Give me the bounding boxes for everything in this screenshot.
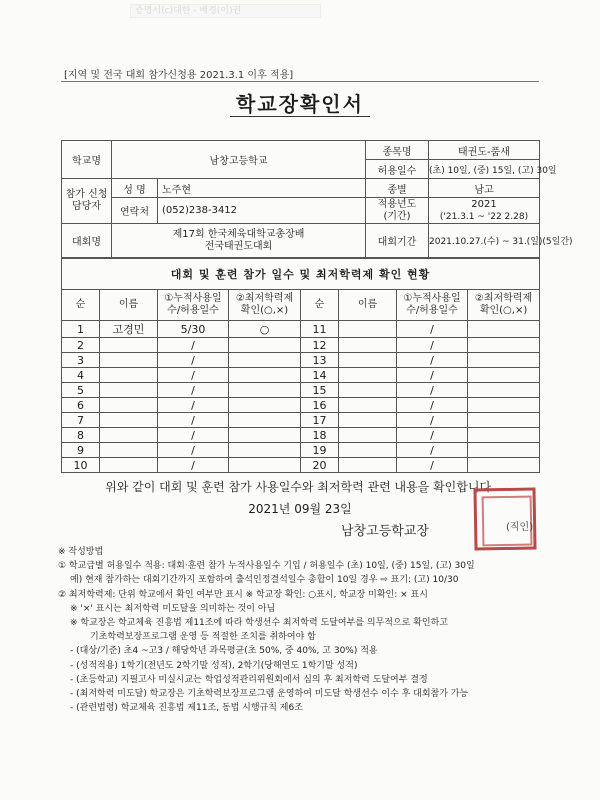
row-days2: / [397,321,468,338]
note-line: ※ 작성방법 [58,547,104,557]
table-row [62,383,540,398]
col-min-right-2: 확인(○,×) [479,305,528,316]
note-line: - (관련법령) 학교체육 진흥법 제11조, 동법 시행규칙 제6조 [70,703,303,714]
note-line: 예) 현재 참가하는 대회기간까지 포함하여 출석인정결석일수 총합이 10일 경우 ⇨ 표기: (고) 10/30 [70,575,459,586]
row-name2 [339,338,397,353]
seal-note: (직인) [506,522,534,533]
row-no2: 19 [301,443,339,458]
title-text: 학교장확인서 [230,92,370,117]
event-label: 종목명 [366,141,429,160]
note-line: - (성적적용) 1학기(전년도 2학기말 성적), 2학기(당해연도 1학기말 성적) [70,660,358,671]
row-no: 7 [62,413,100,428]
row-days2: / [397,353,468,368]
row-no: 2 [62,338,100,353]
row-no2: 20 [301,458,339,473]
event-value: 태권도-품새 [429,141,540,160]
row-min [229,383,301,398]
row-days2: / [397,398,468,413]
row-name2 [339,398,397,413]
row-name: 고경민 [100,321,158,338]
row-min2 [468,443,540,458]
col-days-right-2: 수/허용일수 [406,305,458,316]
row-name [100,383,158,398]
row-name2 [339,321,397,338]
row-name2 [339,458,397,473]
year-value [429,198,540,224]
row-no2: 18 [301,428,339,443]
row-min2 [468,321,540,338]
row-days: / [158,338,229,353]
row-min2 [468,368,540,383]
row-name [100,368,158,383]
col-min-left [229,290,301,321]
issue-date: 2021년 09월 23일 [248,502,352,516]
top-watermark: 증명서(c)대한 - 배경(이)권 [130,4,321,18]
row-name [100,338,158,353]
row-no2: 12 [301,338,339,353]
table-row [62,458,540,473]
row-days2: / [397,338,468,353]
top-rule [61,81,539,82]
row-no: 5 [62,383,100,398]
row-no2: 15 [301,383,339,398]
note-line: - (최저학력 미도달) 학교장은 기초학력보장프로그램 운영하여 미도달 학생선수 이수 후 대회참가 가능 [70,689,469,700]
col-min-left-2: 확인(○,×) [240,305,289,316]
table-row [62,428,540,443]
note-line: ① 학교급별 허용일수 적용: 대회·훈련 참가 누적사용일수 기입 / 허용일수 (초) 10일, (중) 15일, (고) 30일 [58,561,475,572]
row-name [100,428,158,443]
col-days-right-1: ①누적사용일 [403,293,461,304]
row-name2 [339,428,397,443]
note-line: - (초등학교) 지필고사 미실시교는 학업성적관리위원회에서 심의 후 최저학력 도달여부 결정 [70,674,428,685]
row-days: / [158,368,229,383]
table-row [62,398,540,413]
col-no-left: 순 [62,290,100,321]
row-min2 [468,458,540,473]
table-row [62,321,540,338]
row-days: / [158,443,229,458]
contact-label: 연락처 [112,198,158,224]
col-min-right [468,290,540,321]
col-days-left [158,290,229,321]
row-name [100,458,158,473]
type-value: 남고 [429,179,540,198]
note-line: ※ 학교장은 학교체육 진흥법 제11조에 따라 학생선수 최저학력 도달여부를 의무적으로 확인하고 [70,618,448,629]
year-label-2: (기간) [383,210,411,222]
note-line: ② 최저학력제: 단위 학교에서 확인 여부만 표시 ※ 학교장 확인: ○표시, 학교장 미확인: × 표시 [58,589,428,600]
note-line: 기초학력보장프로그램 운영 등 적절한 조치를 취하여야 함 [90,632,316,643]
row-name2 [339,353,397,368]
row-days: / [158,428,229,443]
name-value: 노주현 [158,179,366,198]
status-table [61,258,540,473]
row-name2 [339,443,397,458]
row-days2: / [397,428,468,443]
table-row [62,368,540,383]
row-no: 1 [62,321,100,338]
row-days2: / [397,413,468,428]
name-label: 성 명 [112,179,158,198]
row-days: / [158,458,229,473]
row-name2 [339,383,397,398]
row-min [229,398,301,413]
row-min2 [468,383,540,398]
info-table [61,140,573,258]
page-title [61,88,539,117]
row-no: 9 [62,443,100,458]
row-name [100,443,158,458]
period-value: 2021.10.27.(수) ~ 31.(일)(5일간) [429,224,540,258]
col-no-right: 순 [301,290,339,321]
school-sign: 남창고등학교장 [341,524,429,539]
school-sign-line [61,520,539,539]
year-label-1: 적용년도 [377,198,417,210]
meet-label: 대회명 [62,224,112,258]
row-no: 10 [62,458,100,473]
row-min [229,428,301,443]
row-min2 [468,338,540,353]
contact-value: (052)238-3412 [158,198,366,224]
table-row [62,413,540,428]
row-min2 [468,398,540,413]
row-no2: 13 [301,353,339,368]
meet-value-1: 제17회 한국체육대학교총장배 [172,228,305,240]
row-name [100,398,158,413]
row-days: / [158,398,229,413]
row-min2 [468,428,540,443]
row-no2: 14 [301,368,339,383]
row-min2 [468,413,540,428]
row-days: 5/30 [158,321,229,338]
year-value-2: ('21.3.1 ~ '22 2.28) [439,211,529,222]
row-min2 [468,353,540,368]
row-days2: / [397,368,468,383]
row-min [229,338,301,353]
row-no2: 11 [301,321,339,338]
row-min [229,353,301,368]
status-section-title: 대회 및 훈련 참가 일수 및 최저학력제 확인 현황 [62,259,540,290]
row-name2 [339,368,397,383]
confirm-statement: 위와 같이 대회 및 훈련 참가 사용일수와 최저학력 관련 내용을 확인합니다. [105,480,495,494]
table-row [62,443,540,458]
row-name2 [339,413,397,428]
row-min [229,368,301,383]
col-days-left-1: ①누적사용일 [164,293,222,304]
year-value-1: 2021 [471,198,497,210]
row-no2: 16 [301,398,339,413]
meet-value-2: 전국태권도대회 [204,240,273,252]
row-days2: / [397,383,468,398]
note-line: - (대상/기준) 초4 ~고3 / 해당학년 과목평균(초 50%, 중 40%, 고 30%) 적용 [70,646,378,657]
row-min [229,413,301,428]
row-days: / [158,353,229,368]
col-name-right: 이름 [339,290,397,321]
row-no: 4 [62,368,100,383]
type-label: 종별 [366,179,429,198]
form-tag: [지역 및 전국 대회 참가신청용 2021.3.1 이후 적용] [64,70,294,81]
row-min: ○ [229,321,301,338]
row-name [100,353,158,368]
period-label: 대회기간 [366,224,429,258]
row-min [229,443,301,458]
col-name-left: 이름 [100,290,158,321]
allow-label: 허용일수 [366,160,429,179]
row-days2: / [397,458,468,473]
school-value: 남창고등학교 [112,141,366,179]
row-no: 6 [62,398,100,413]
row-name [100,413,158,428]
row-no: 3 [62,353,100,368]
row-days2: / [397,443,468,458]
row-days: / [158,383,229,398]
col-days-left-2: 수/허용일수 [167,305,219,316]
school-label: 학교명 [62,141,112,179]
row-no: 8 [62,428,100,443]
col-min-right-1: ②최저학력제 [474,293,533,304]
row-days: / [158,413,229,428]
col-days-right [397,290,468,321]
meet-value [112,224,366,258]
col-min-left-1: ②최저학력제 [235,293,294,304]
instructions [58,545,558,715]
row-min [229,458,301,473]
note-line: ※ '×' 표시는 최저학력 미도달을 의미하는 것이 아님 [70,603,276,614]
table-row [62,338,540,353]
allow-value: (초) 10일, (중) 15일, (고) 30일 [429,160,540,179]
year-label [366,198,429,224]
person-label: 참가 신청 담당자 [62,179,112,224]
table-row [62,353,540,368]
row-no2: 17 [301,413,339,428]
